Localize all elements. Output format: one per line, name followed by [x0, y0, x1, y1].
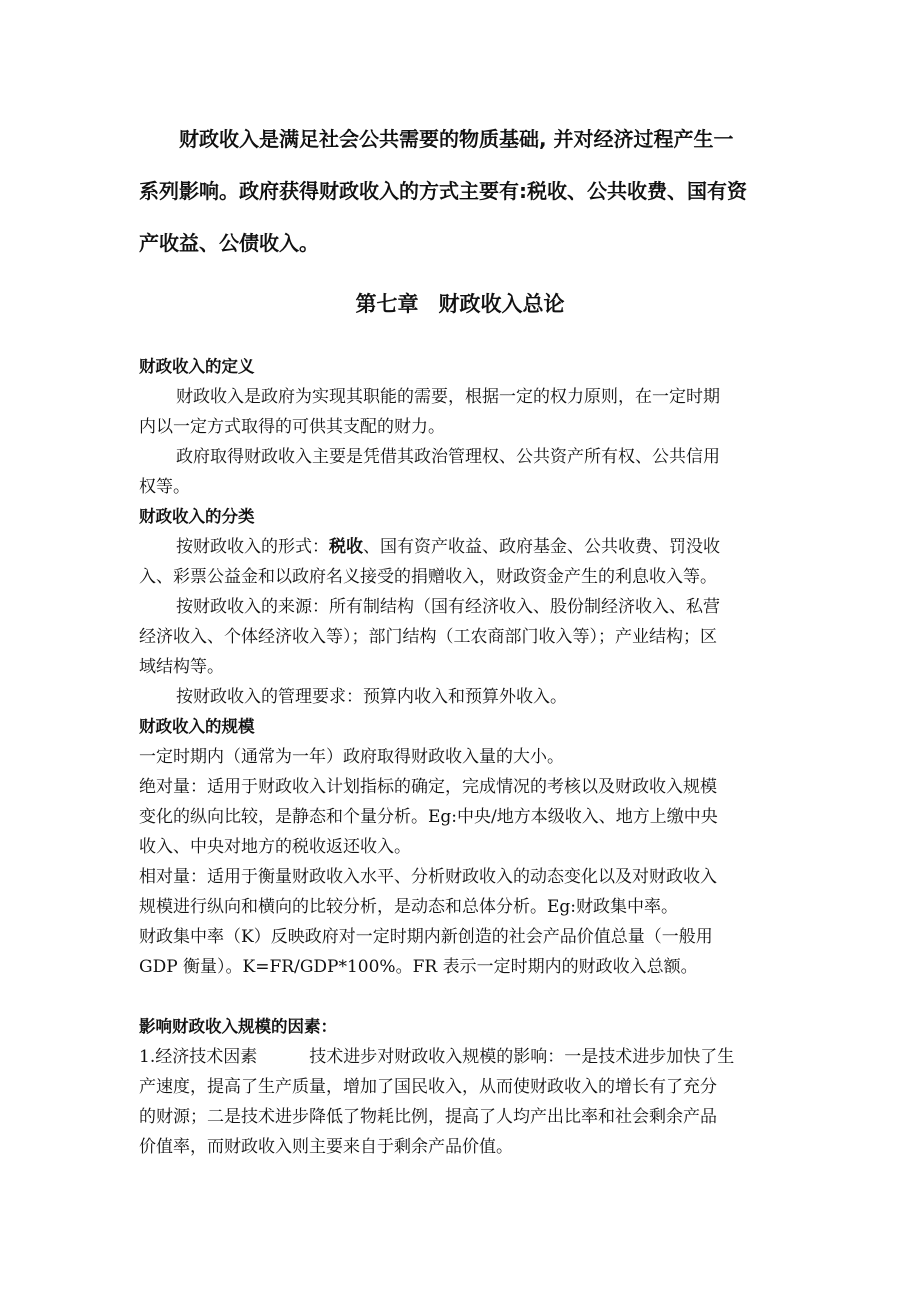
- section-heading-definition: 财政收入的定义: [139, 357, 255, 376]
- text-line: 收入、中央对地方的税收返还收入。: [139, 837, 411, 857]
- text-line: 财政集中率（K）反映政府对一定时期内新创造的社会产品价值总量（一般用: [139, 927, 713, 947]
- text-line: 变化的纵向比较，是静态和个量分析。Eg:中央/地方本级收入、地方上缴中央: [139, 807, 718, 827]
- text-line: 绝对量：适用于财政收入计划指标的确定，完成情况的考核以及财政收入规模: [139, 777, 717, 797]
- text-line: 内以一定方式取得的可供其支配的财力。: [139, 417, 445, 437]
- text-line: 财政收入是政府为实现其职能的需要，根据一定的权力原则，在一定时期: [176, 387, 720, 407]
- intro-line: 产收益、公债收入。: [139, 231, 319, 255]
- intro-paragraph: [139, 113, 789, 269]
- text-line: 一定时期内（通常为一年）政府取得财政收入量的大小。: [139, 747, 564, 767]
- text-line: 按财政收入的管理要求：预算内收入和预算外收入。: [176, 687, 567, 707]
- intro-line: 系列影响。政府获得财政收入的方式主要有:税收、公共收费、国有资: [139, 179, 747, 203]
- section-heading-classification: 财政收入的分类: [139, 507, 255, 526]
- text-line: 的财源；二是技术进步降低了物耗比例，提高了人均产出比率和社会剩余产品: [139, 1107, 717, 1127]
- text-line: 规模进行纵向和横向的比较分析，是动态和总体分析。Eg:财政集中率。: [139, 897, 679, 917]
- text-line: GDP 衡量）。K=FR/GDP*100%。FR 表示一定时期内的财政收入总额。: [139, 957, 698, 977]
- text-span: 技术进步对财政收入规模的影响：一是技术进步加快了生: [309, 1047, 735, 1067]
- text-line: 产速度，提高了生产质量，增加了国民收入，从而使财政收入的增长有了充分: [139, 1077, 717, 1097]
- text-line: 相对量：适用于衡量财政收入水平、分析财政收入的动态变化以及对财政收入: [139, 867, 717, 887]
- text-line: 按财政收入的来源：所有制结构（国有经济收入、股份制经济收入、私营: [176, 597, 720, 617]
- chapter-number: 第七章: [355, 292, 419, 316]
- intro-line: 财政收入是满足社会公共需要的物质基础, 并对经济过程产生一: [179, 127, 734, 151]
- chapter-name: 财政收入总论: [438, 292, 565, 316]
- text-line: 入、彩票公益金和以政府名义接受的捐赠收入，财政资金产生的利息收入等。: [139, 567, 717, 587]
- chapter-title: [0, 288, 920, 318]
- section-heading-factors: 影响财政收入规模的因素：: [139, 1017, 337, 1036]
- text-span: 、国有资产收益、政府基金、公共收费、罚没收: [363, 537, 720, 557]
- text-line: 权等。: [139, 477, 190, 497]
- text-span: 按财政收入的形式：: [176, 537, 329, 557]
- section-heading-scale: 财政收入的规模: [139, 717, 255, 736]
- text-line: 政府取得财政收入主要是凭借其政治管理权、公共资产所有权、公共信用: [176, 447, 720, 467]
- text-line: 经济收入、个体经济收入等）；部门结构（工农商部门收入等）；产业结构；区: [139, 627, 717, 647]
- document-body: [139, 352, 789, 1162]
- factor-label: 1.经济技术因素: [139, 1047, 258, 1067]
- bold-text: 税收: [329, 537, 363, 557]
- text-line: [139, 1042, 789, 1072]
- text-line: 价值率，而财政收入则主要来自于剩余产品价值。: [139, 1137, 513, 1157]
- text-line: [139, 532, 789, 562]
- text-line: 域结构等。: [139, 657, 224, 677]
